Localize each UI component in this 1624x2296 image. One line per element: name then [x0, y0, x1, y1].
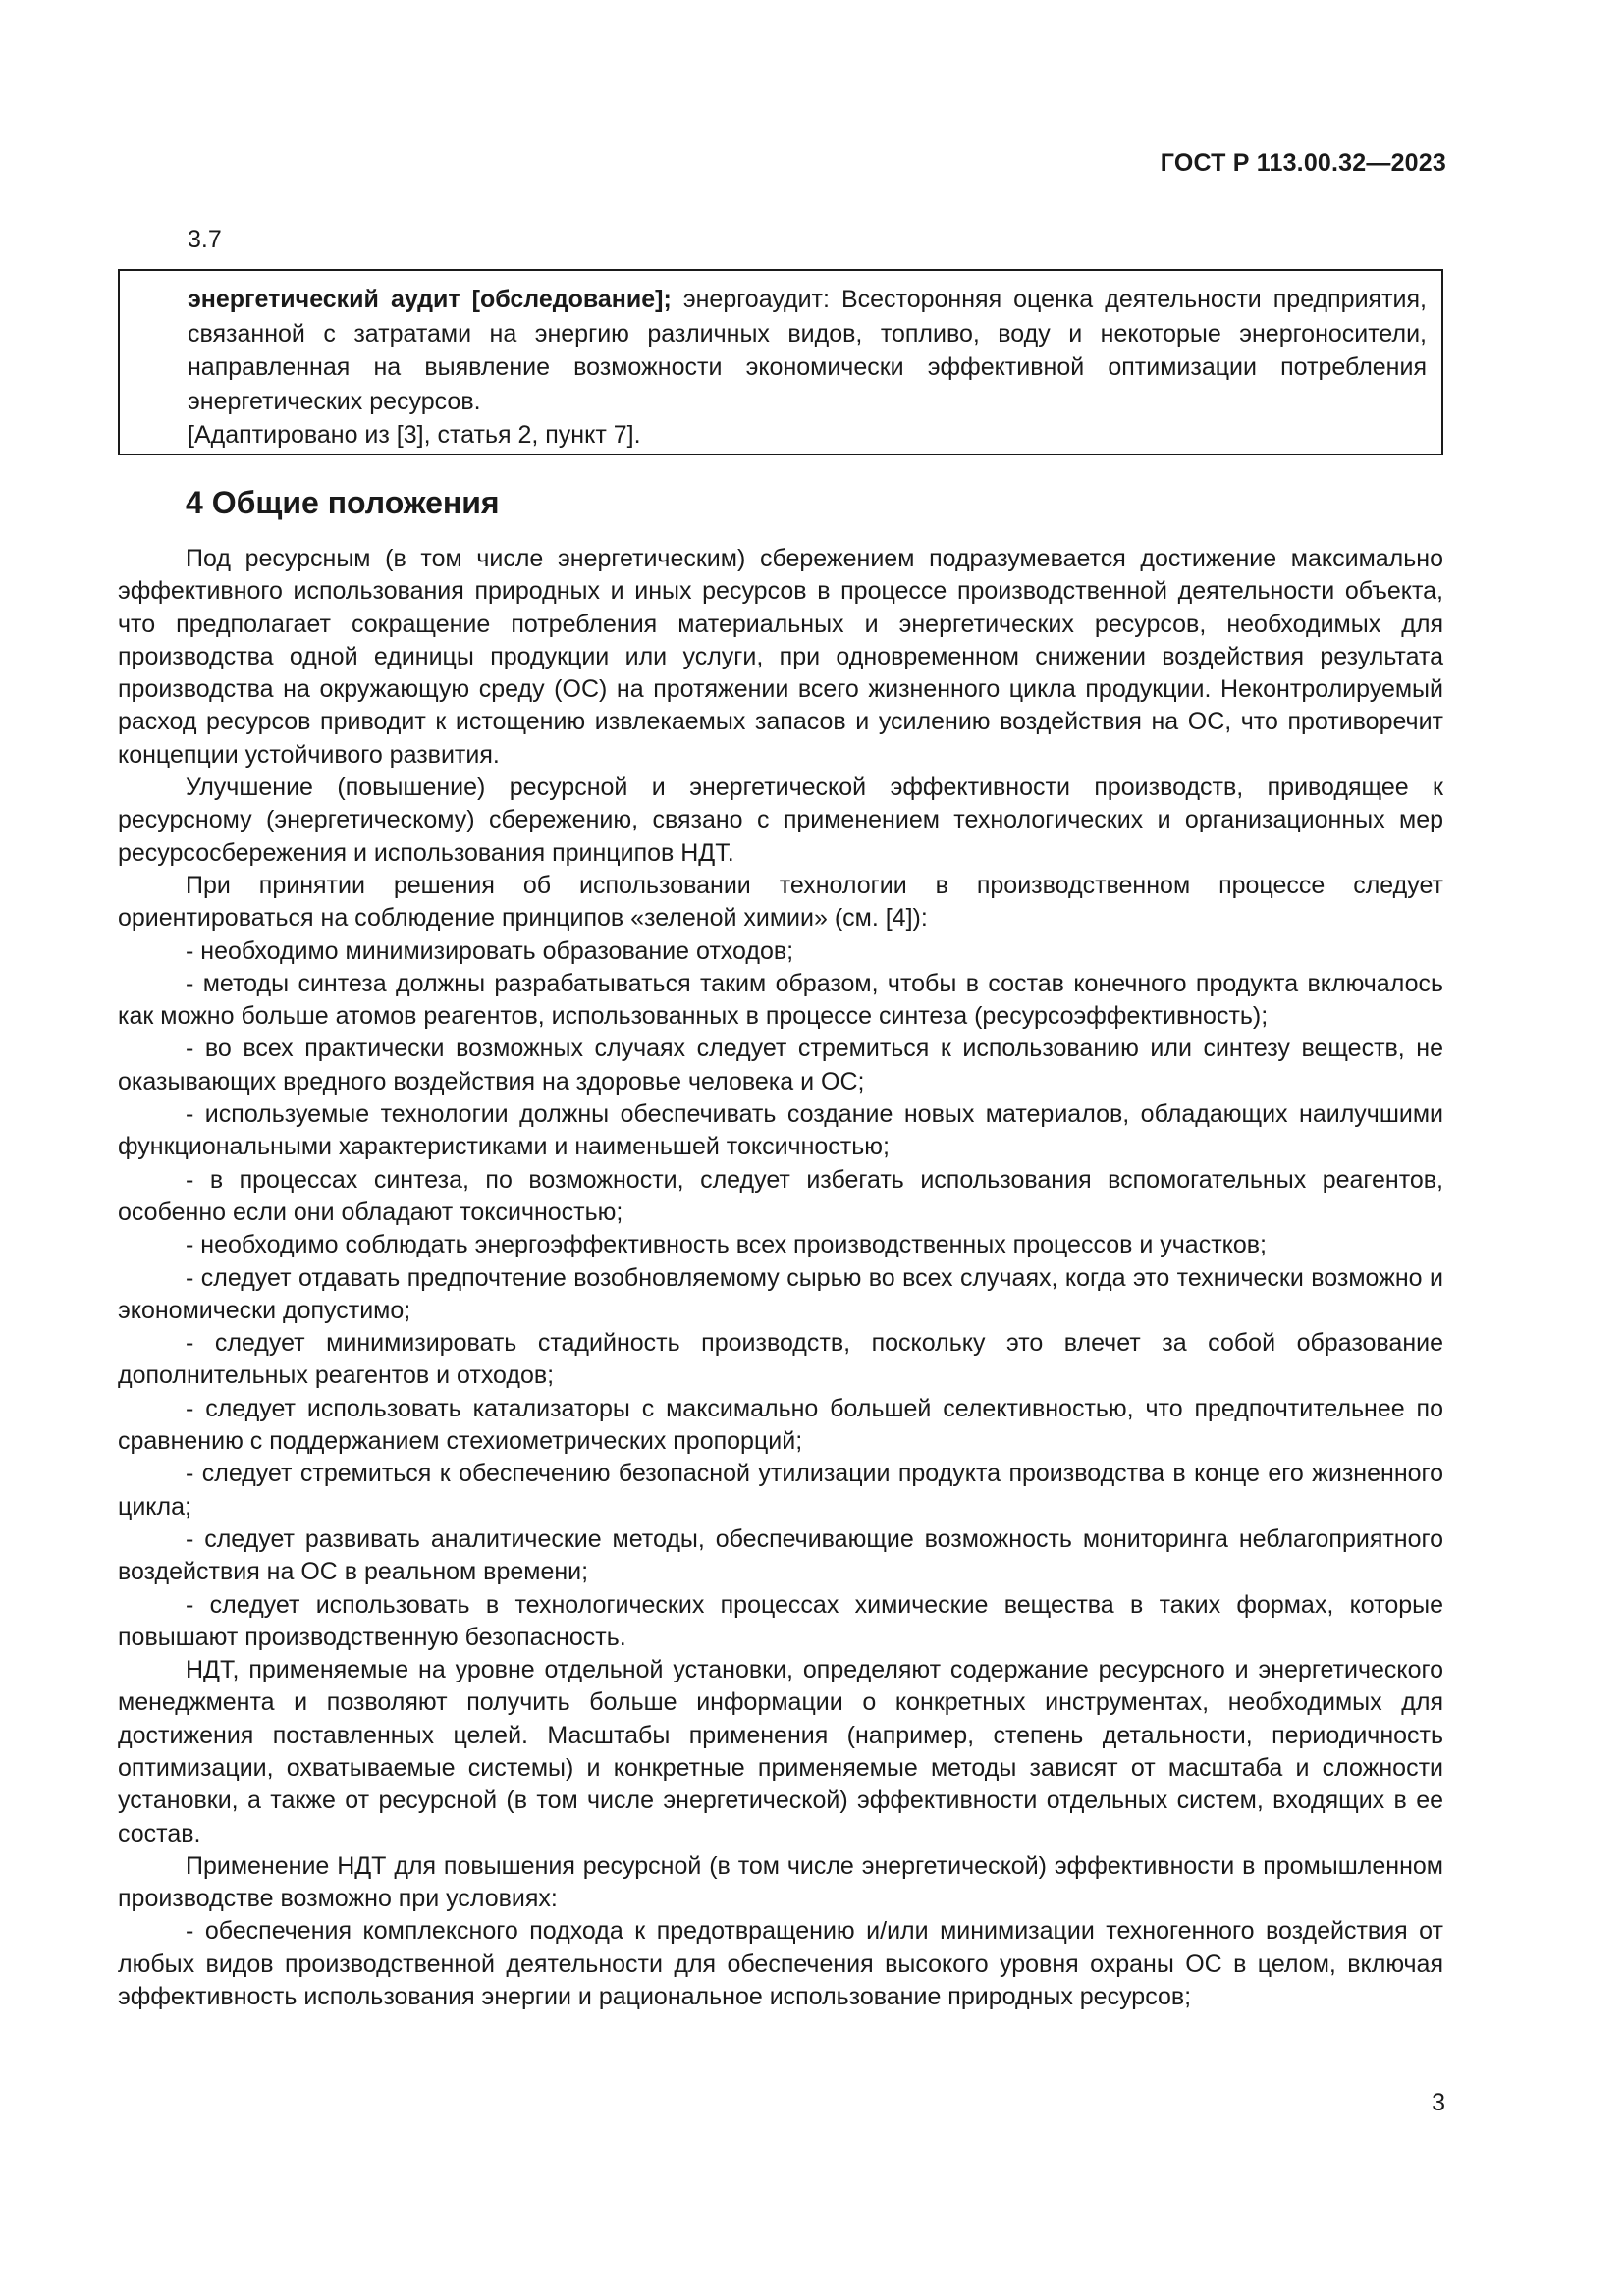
document-header-id: ГОСТ Р 113.00.32—2023: [1160, 149, 1446, 177]
term-number: 3.7: [188, 226, 222, 253]
list-item: - необходимо соблюдать энергоэффективность всех производственных процессов и участков;: [186, 1231, 1267, 1259]
term-definition: [188, 283, 1427, 418]
list-item: - следует стремиться к обеспечению безопасной утилизации продукта производства в конце его жизненного цикла;: [118, 1460, 1443, 1521]
list-item: - следует минимизировать стадийность производств, поскольку это влечет за собой образование дополнительных реагентов и отходов;: [118, 1329, 1443, 1390]
list-item: - необходимо минимизировать образование отходов;: [186, 936, 794, 965]
paragraph: Применение НДТ для повышения ресурсной (в том числе энергетической) эффективности в промышленном производстве возможно при условиях:: [118, 1851, 1443, 1913]
paragraph: Под ресурсным (в том числе энергетическим) сбережением подразумевается достижение максимально эффективного использования природных и иных ресурсов в процессе производственной деятельности объекта, что предполагает сокращение потребления материальных и энергетических ресурсов, необходимых для производства одной единицы продукции или услуги, при одновременном снижении воздействия результата производства на окружающую среду (ОС) на протяжении всего жизненного цикла продукции. Неконтролируемый расход ресурсов приводит к истощению извлекаемых запасов и усилению воздействия на ОС, что противоречит концепции устойчивого развития.: [118, 545, 1443, 769]
list-item: - следует развивать аналитические методы, обеспечивающие возможность мониторинга неблагоприятного воздействия на ОС в реальном времени;: [118, 1524, 1443, 1586]
paragraph: При принятии решения об использовании технологии в производственном процессе следует ориентироваться на соблюдение принципов «зеленой химии» (см. [4]):: [118, 871, 1443, 933]
list-item: - методы синтеза должны разрабатываться таким образом, чтобы в состав конечного продукта включалось как можно больше атомов реагентов, использованных в процессе синтеза (ресурсоэффективность);: [118, 969, 1443, 1031]
list-item: - используемые технологии должны обеспечивать создание новых материалов, обладающих наилучшими функциональными характеристиками и наименьшей токсичностью;: [118, 1100, 1443, 1161]
paragraph: НДТ, применяемые на уровне отдельной установки, определяют содержание ресурсного и энергетического менеджмента и позволяют получить больше информации о конкретных инструментах, необходимых для достижения поставленных целей. Масштабы применения (например, степень детальности, периодичность оптимизации, охватываемые системы) и конкретные применяемые методы зависят от масштаба и сложности установки, а также от ресурсной (в том числе энергетической) эффективности отдельных систем, входящих в ее состав.: [118, 1656, 1443, 1847]
list-item: - следует использовать катализаторы с максимально большей селективностью, что предпочтительнее по сравнению с поддержанием стехиометрических пропорций;: [118, 1394, 1443, 1456]
page-number: 3: [1432, 2089, 1445, 2116]
term-definition-text: энергоаудит: Всесторонняя оценка деятельности предприятия, связанной с затратами на энергию различных видов, топливо, воду и некоторые энергоносители, направленная на выявление возможности экономически эффективной оптимизации потребления энергетических ресурсов.: [188, 286, 1427, 415]
list-item: - в процессах синтеза, по возможности, следует избегать использования вспомогательных реагентов, особенно если они обладают токсичностью;: [118, 1165, 1443, 1226]
list-item: - следует использовать в технологических процессах химические вещества в таких формах, которые повышают производственную безопасность.: [118, 1590, 1443, 1651]
list-item: - следует отдавать предпочтение возобновляемому сырью во всех случаях, когда это технически возможно и экономически допустимо;: [118, 1263, 1443, 1324]
term-definition-box: [118, 269, 1443, 455]
term-name: энергетический аудит [обследование];: [188, 286, 672, 313]
term-source: [Адаптировано из [3], статья 2, пункт 7].: [188, 421, 641, 449]
list-item: - во всех практически возможных случаях следует стремиться к использованию или синтезу веществ, не оказывающих вредного воздействия на здоровье человека и ОС;: [118, 1035, 1443, 1095]
section-body: [118, 543, 1443, 2013]
paragraph: Улучшение (повышение) ресурсной и энергетической эффективности производств, приводящее к ресурсному (энергетическому) сбережению, связано с применением технологических и организационных мер ресурсосбережения и использования принципов НДТ.: [118, 774, 1443, 867]
list-item: - обеспечения комплексного подхода к предотвращению и/или минимизации техногенного воздействия от любых видов производственной деятельности для обеспечения высокого уровня охраны ОС в целом, включая эффективность использования энергии и рациональное использование природных ресурсов;: [118, 1917, 1443, 2011]
section-title: 4 Общие положения: [186, 485, 500, 520]
